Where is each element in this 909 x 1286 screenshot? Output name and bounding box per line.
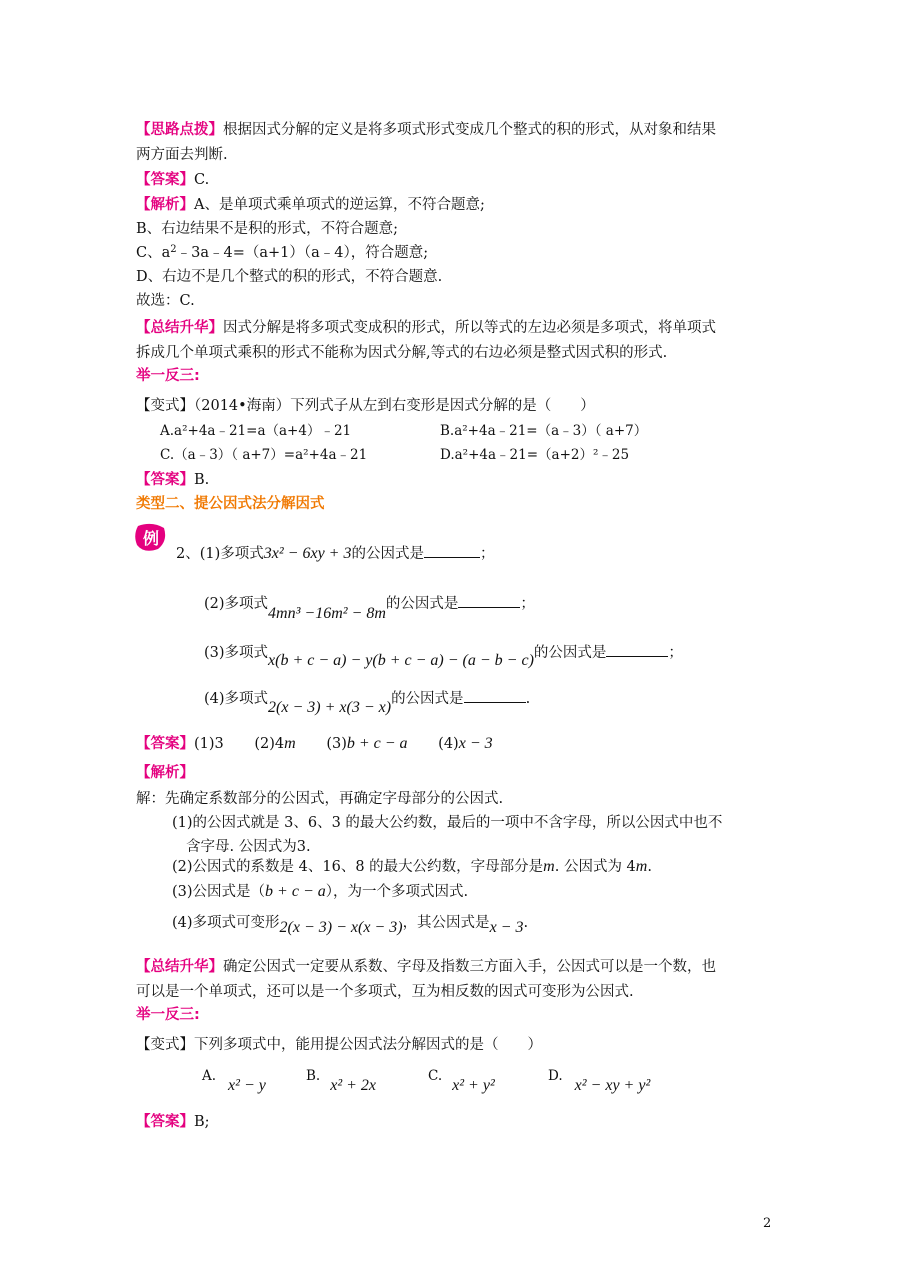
example-badge-icon bbox=[134, 523, 168, 553]
analysis2-p4-pre: (4)多项式可变形 bbox=[172, 915, 280, 931]
analysis2-p3-pre: (3)公因式是（ bbox=[172, 884, 266, 900]
example-q2-post: 的公因式是 bbox=[385, 596, 459, 612]
example-q4-math: 2(x − 3) + x(3 − x) bbox=[268, 699, 392, 716]
variant2-opt-c bbox=[428, 1066, 495, 1094]
answer4-tag: 【答案】 bbox=[136, 1114, 194, 1130]
example-q2-blank[interactable] bbox=[458, 593, 520, 608]
answer1-tag: 【答案】 bbox=[136, 172, 194, 188]
example-q1-pre: 2、(1)多项式 bbox=[176, 546, 264, 562]
example-q2-math: 4mn³ −16m² − 8m bbox=[268, 605, 386, 622]
answer3-a3-math: b + c − a bbox=[346, 735, 408, 752]
answer3-a3-pre: (3) bbox=[326, 736, 347, 752]
answer3 bbox=[136, 734, 493, 754]
analysis1-choice: 故选：C. bbox=[136, 293, 195, 309]
hint-line1 bbox=[136, 120, 716, 140]
type2-title: 类型二、提公因式法分解因式 bbox=[136, 496, 325, 512]
summary2-line2: 可以是一个单项式，还可以是一个多项式，互为相反数的因式可变形为公因式. bbox=[136, 984, 634, 1000]
example-q1-post: 的公因式是 bbox=[351, 546, 424, 562]
example-q4-post: 的公因式是 bbox=[391, 691, 464, 707]
variant1-opt-c: C.（a﹣3）（ a+7）=a²+4a﹣21 bbox=[160, 447, 368, 463]
analysis1-c bbox=[136, 243, 428, 263]
answer3-a4-math: x − 3 bbox=[458, 735, 493, 752]
analysis1-c-sup: 2 bbox=[170, 244, 177, 255]
variant2-opt-b bbox=[306, 1066, 377, 1094]
analysis2-p4-dot: . bbox=[523, 915, 529, 931]
example-q2-pre: (2)多项式 bbox=[204, 596, 269, 612]
summary2-line1 bbox=[136, 957, 716, 977]
variant2-question bbox=[136, 1035, 542, 1055]
hint-line2: 两方面去判断. bbox=[136, 147, 228, 163]
summary1-line1 bbox=[136, 318, 716, 338]
variant2-opt-b-label: B. bbox=[306, 1068, 321, 1084]
answer2 bbox=[136, 470, 209, 490]
summary1-tag: 【总结升华】 bbox=[136, 320, 223, 336]
answer3-a1: (1)3 bbox=[194, 736, 224, 752]
practice2-title: 举一反三: bbox=[136, 1007, 200, 1023]
variant1-question bbox=[136, 396, 595, 416]
variant2-opt-b-math: x² + 2x bbox=[330, 1077, 377, 1094]
example-q3-semi: ； bbox=[668, 645, 683, 661]
summary1-text: 因式分解是将多项式变成积的形式，所以等式的左边必须是多项式，将单项式 bbox=[223, 320, 716, 336]
example-q4-pre: (4)多项式 bbox=[204, 691, 269, 707]
answer2-tag: 【答案】 bbox=[136, 472, 194, 488]
variant2-opt-d bbox=[548, 1066, 651, 1094]
analysis2-p2-m2: m bbox=[635, 858, 648, 875]
analysis2-p2-mid: . 公因式为 4 bbox=[554, 859, 636, 875]
answer4 bbox=[136, 1112, 210, 1132]
analysis2-p2-pre: (2)公因式的系数是 4、16、8 的最大公约数，字母部分是 bbox=[172, 859, 544, 875]
example-q3-pre: (3)多项式 bbox=[204, 645, 269, 661]
analysis2-p3-post: ），为一个多项式因式. bbox=[325, 884, 469, 900]
example-q2 bbox=[204, 593, 535, 622]
answer3-a4-pre: (4) bbox=[438, 736, 459, 752]
answer3-a2-math: m bbox=[284, 735, 296, 752]
example-q3-math: x(b + c − a) − y(b + c − a) − (a − b − c) bbox=[268, 652, 534, 669]
page-number: 2 bbox=[763, 1216, 772, 1231]
variant2-opt-d-math: x² − xy + y² bbox=[574, 1077, 651, 1094]
variant2-tag: 【变式】 bbox=[136, 1037, 194, 1053]
analysis1-tag: 【解析】 bbox=[136, 197, 194, 213]
example-q4-blank[interactable] bbox=[464, 688, 526, 703]
answer1-text: C. bbox=[194, 172, 210, 188]
analysis2-p3-math: b + c − a bbox=[265, 883, 326, 900]
answer1 bbox=[136, 170, 209, 190]
summary2-tag: 【总结升华】 bbox=[136, 959, 223, 975]
variant2-opt-d-label: D. bbox=[548, 1068, 563, 1084]
analysis1-a: A、是单项式乘单项式的逆运算，不符合题意; bbox=[194, 197, 485, 213]
analysis2-p2-dot: . bbox=[647, 859, 652, 875]
answer3-a2-pre: (2)4 bbox=[254, 736, 285, 752]
variant2-opt-c-label: C. bbox=[428, 1068, 443, 1084]
analysis1-c-post: ﹣3a﹣4=（a+1）（a﹣4），符合题意; bbox=[176, 245, 429, 261]
practice1-title: 举一反三: bbox=[136, 368, 200, 384]
analysis2-p2 bbox=[172, 857, 652, 877]
variant1-opt-d: D.a²+4a﹣21=（a+2）²﹣25 bbox=[440, 447, 630, 463]
hint-tag: 【思路点拨】 bbox=[136, 122, 223, 138]
analysis2-p3 bbox=[172, 882, 468, 902]
example-q4-dot: . bbox=[525, 691, 531, 707]
variant1-opt-b: B.a²+4a﹣21=（a﹣3）（ a+7） bbox=[440, 423, 648, 439]
analysis2-p1: (1)的公因式就是 3、6、3 的最大公约数，最后的一项中不含字母，所以公因式中也不 bbox=[172, 815, 723, 831]
analysis2-p1b: 含字母. 公因式为3. bbox=[186, 839, 311, 855]
example-q1-semi: ； bbox=[479, 546, 495, 562]
analysis1-b: B、右边结果不是积的形式，不符合题意; bbox=[136, 221, 399, 237]
variant2-opt-c-math: x² + y² bbox=[452, 1077, 495, 1094]
example-q3-post: 的公因式是 bbox=[533, 645, 607, 661]
example-q1 bbox=[176, 543, 494, 564]
example-q3-blank[interactable] bbox=[606, 642, 668, 657]
analysis2-p4-math: 2(x − 3) − x(x − 3) bbox=[279, 919, 403, 936]
summary2-text: 确定公因式一定要从系数、字母及指数三方面入手，公因式可以是一个数，也 bbox=[223, 959, 716, 975]
example-badge-label: 例 bbox=[143, 529, 160, 548]
variant1-opt-a: A.a²+4a﹣21=a（a+4）﹣21 bbox=[160, 423, 352, 439]
summary1-line2: 拆成几个单项式乘积的形式不能称为因式分解,等式的右边必须是整式因式积的形式. bbox=[136, 345, 668, 361]
analysis2-p4-math2: x − 3 bbox=[489, 919, 524, 936]
hint-text: 根据因式分解的定义是将多项式形式变成几个整式的积的形式，从对象和结果 bbox=[223, 122, 716, 138]
example-q1-blank[interactable] bbox=[424, 543, 480, 558]
variant2-text: 下列多项式中，能用提公因式法分解因式的是（ ） bbox=[194, 1037, 542, 1053]
answer2-text: B. bbox=[194, 472, 210, 488]
analysis1-d: D、右边不是几个整式的积的形式，不符合题意. bbox=[136, 269, 443, 285]
example-q4 bbox=[204, 688, 531, 716]
example-q3 bbox=[204, 642, 683, 669]
analysis1-c-pre: C、a bbox=[136, 245, 171, 261]
variant2-opt-a-label: A. bbox=[202, 1068, 217, 1084]
analysis1-a-line bbox=[136, 195, 485, 215]
analysis2-p4-mid: ，其公因式是 bbox=[402, 915, 490, 931]
variant2-opt-a-math: x² − y bbox=[228, 1077, 266, 1094]
variant1-text: （2014•海南）下列式子从左到右变形是因式分解的是（ ） bbox=[194, 398, 595, 414]
variant1-tag: 【变式】 bbox=[136, 398, 194, 414]
analysis2-intro: 解：先确定系数部分的公因式，再确定字母部分的公因式. bbox=[136, 791, 504, 807]
answer3-tag: 【答案】 bbox=[136, 736, 194, 752]
variant2-opt-a bbox=[202, 1066, 266, 1094]
analysis2-p4 bbox=[172, 913, 529, 936]
example-q2-semi: ； bbox=[520, 596, 535, 612]
analysis2-tag: 【解析】 bbox=[136, 765, 194, 781]
answer4-text: B; bbox=[194, 1114, 210, 1130]
analysis2-p2-m: m bbox=[543, 858, 555, 875]
example-q1-math: 3x² − 6xy + 3 bbox=[263, 545, 352, 562]
